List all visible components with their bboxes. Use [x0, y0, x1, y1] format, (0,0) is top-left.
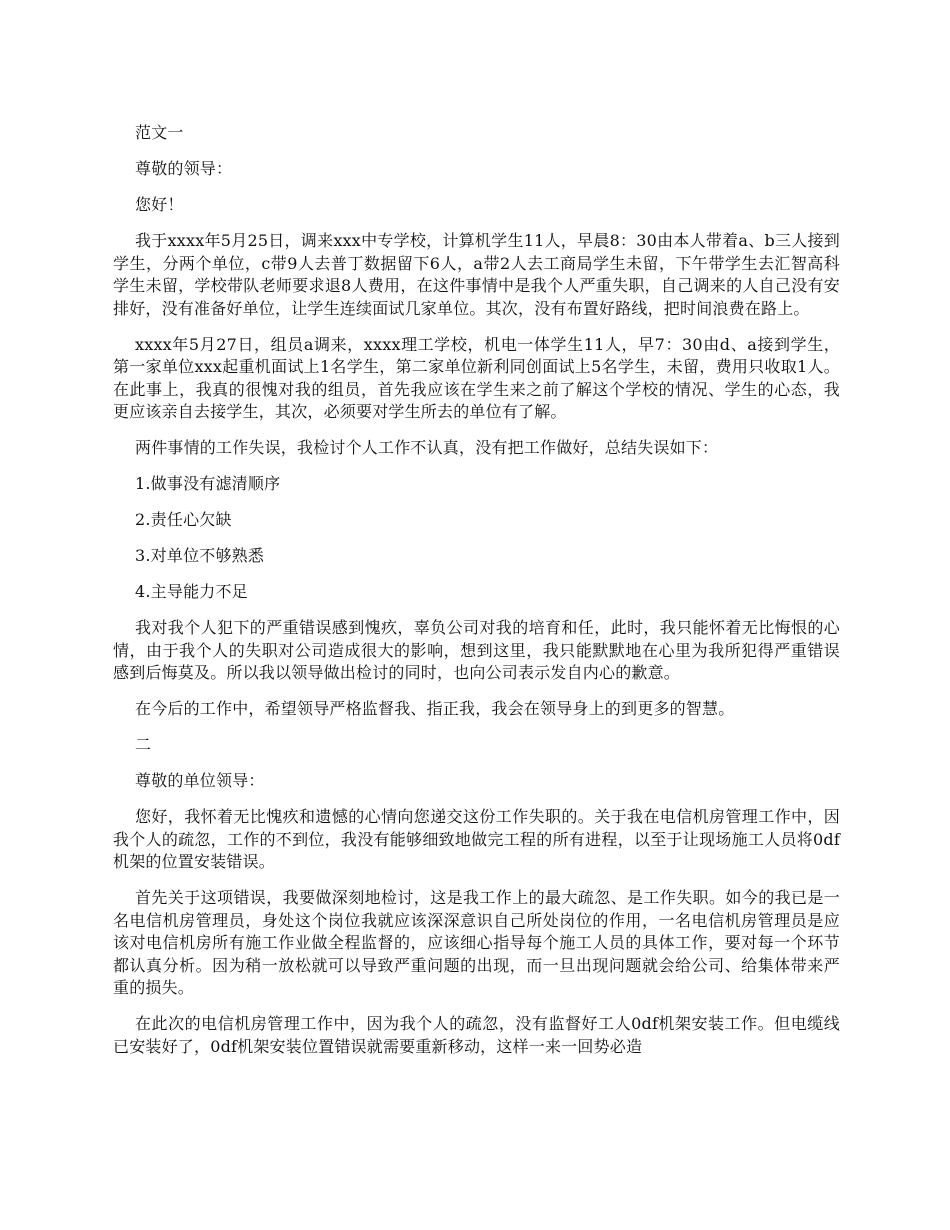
body-paragraph: 在此次的电信机房管理工作中，因为我个人的疏忽，没有监督好工人0df机架安装工作。但电缆线已安装好了，0df机架安装位置错误就需要重新移动，这样一来一回势必造: [113, 1014, 840, 1056]
list-item: 1.做事没有滤清顺序: [135, 474, 281, 493]
section-title-1: 范文一: [135, 123, 184, 142]
body-paragraph: xxxx年5月27日，组员a调来，xxxx理工学校，机电一体学生11人，早7：30由d、a接到学生，第一家单位xxx起重机面试上1名学生，第二家单位新利同创面试上5名学生，未留，费用只收取1人。在此事上，我真的很愧对我的组员，首先我应该在学生来之前了解这个学校的情况、学生的心态，我更应该亲自去接学生，其次，必须要对学生所去的单位有了解。: [113, 334, 840, 421]
list-item: 4.主导能力不足: [135, 582, 248, 601]
body-paragraph: 我于xxxx年5月25日，调来xxx中专学校，计算机学生11人，早晨8：30由本人带着a、b三人接到学生，分两个单位，c带9人去普丁数据留下6人，a带2人去工商局学生未留，下午带学生去汇智高科学生未留，学校带队老师要求退8人费用，在这件事情中是我个人严重失职，自己调来的人自己没有安排好，没有准备好单位，让学生连续面试几家单位。其次，没有布置好路线，把时间浪费在路上。: [113, 231, 840, 318]
body-paragraph: 两件事情的工作失误，我检讨个人工作不认真，没有把工作做好，总结失误如下：: [135, 438, 719, 457]
document-body: [113, 122, 840, 1072]
section-title-2: 二: [135, 735, 152, 754]
list-item: 2.责任心欠缺: [135, 510, 232, 529]
body-paragraph: 我对我个人犯下的严重错误感到愧疚，辜负公司对我的培育和任，此时，我只能怀着无比悔恨的心情，由于我个人的失职对公司造成很大的影响，想到这里，我只能默默地在心里为我所犯得严重错误感到后悔莫及。所以我以领导做出检讨的同时，也向公司表示发自内心的歉意。: [113, 618, 840, 682]
body-paragraph: 您好，我怀着无比愧疚和遗憾的心情向您递交这份工作失职的。关于我在电信机房管理工作中，因我个人的疏忽，工作的不到位，我没有能够细致地做完工程的所有进程，以至于让现场施工人员将0df机架的位置安装错误。: [113, 807, 840, 871]
greeting-1: 您好！: [135, 195, 184, 214]
list-item: 3.对单位不够熟悉: [135, 546, 265, 565]
salutation-1: 尊敬的领导：: [135, 159, 233, 178]
salutation-2: 尊敬的单位领导：: [135, 771, 265, 790]
body-paragraph: 首先关于这项错误，我要做深刻地检讨，这是我工作上的最大疏忽、是工作失职。如今的我已是一名电信机房管理员，身处这个岗位我就应该深深意识自己所处岗位的作用，一名电信机房管理员是应该对电信机房所有施工作业做全程监督的，应该细心指导每个施工人员的具体工作，要对每一个环节都认真分析。因为稍一放松就可以导致严重问题的出现，而一旦出现问题就会给公司、给集体带来严重的损失。: [113, 888, 840, 997]
body-paragraph: 在今后的工作中，希望领导严格监督我、指正我，我会在领导身上的到更多的智慧。: [135, 699, 735, 718]
